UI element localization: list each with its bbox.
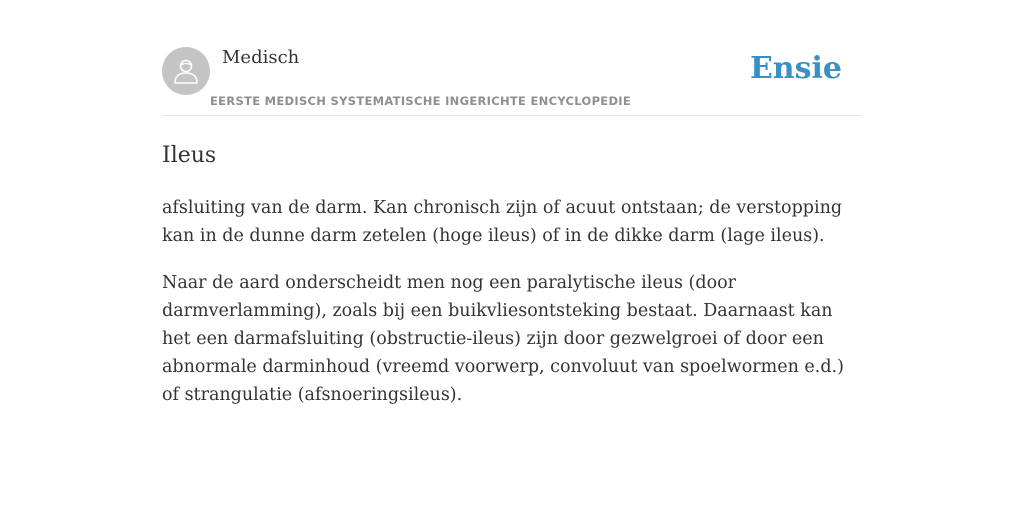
brand-logo[interactable]: Ensie	[749, 51, 842, 86]
site-tagline: EERSTE MEDISCH SYSTEMATISCHE INGERICHTE ENCYCLOPEDIE	[210, 94, 632, 108]
article-paragraph: afsluiting van de darm. Kan chronisch zijn of acuut ontstaan; de verstopping kan in de dunne darm zetelen (hoge ileus) of in de dikke darm (lage ileus).	[162, 198, 843, 246]
user-icon	[171, 56, 201, 86]
article-paragraph: Naar de aard onderscheidt men nog een paralytische ileus (door darmverlamming), zoals bij een buikvliesontsteking bestaat. Daarnaast kan het een darmafsluiting (obstructie-ileus) zijn door gezwelgroei of door een abnormale darminhoud (vreemd voorwerp, convoluut van spoelwormen e.d.) of strangulatie (afsnoeringsileus).	[162, 273, 844, 405]
page	[162, 0, 862, 409]
article-title: Ileus	[162, 143, 217, 168]
article	[162, 142, 862, 409]
site-name[interactable]: Medisch	[222, 47, 300, 68]
site-header	[162, 0, 862, 116]
avatar[interactable]	[162, 47, 210, 95]
